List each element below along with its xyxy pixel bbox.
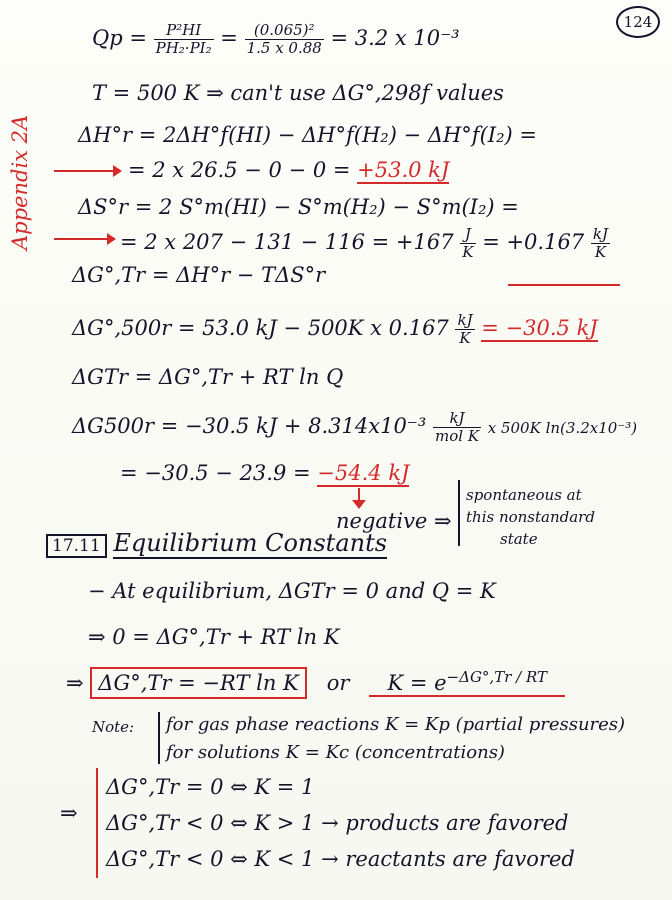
entropy-eq: = +0.167: [482, 230, 585, 254]
spontaneous-line-1: spontaneous at: [466, 486, 582, 504]
qp-frac1-den: PH₂·PI₂: [155, 39, 212, 57]
entropy-unit-den: K: [462, 243, 474, 261]
k-exponential: [369, 668, 565, 697]
gibbs-nonstd-calc-text: ΔG500r = −30.5 kJ + 8.314x10⁻³: [72, 414, 427, 438]
gibbs-definition: ΔG°,Tr = ΔH°r − TΔS°r: [72, 263, 326, 287]
qp-frac1-num: P²HI: [154, 22, 214, 40]
k-exponent: −ΔG°,Tr / RT: [446, 668, 547, 686]
gibbs-nonstandard-sum: [120, 460, 409, 486]
entropy-definition: ΔS°r = 2 S°m(HI) − S°m(H₂) − S°m(I₂) =: [78, 195, 519, 219]
appendix-side-note: Appendix 2A: [8, 114, 32, 250]
gibbs-500-calculation: [72, 312, 598, 347]
equilibrium-condition: − At equilibrium, ΔGTr = 0 and Q = K: [88, 579, 496, 603]
entropy-unit-num: J: [460, 226, 475, 244]
qp-lhs: Qp =: [92, 26, 147, 50]
enthalpy-result: +53.0 kJ: [357, 158, 450, 182]
enthalpy-calc-text: = 2 x 26.5 − 0 − 0 =: [128, 158, 351, 182]
k-base: K = e: [387, 671, 447, 695]
qp-fraction-1: [154, 22, 214, 57]
entropy-kunit-num: kJ: [592, 225, 608, 243]
cases-bracket: [96, 768, 98, 878]
gibbs-500-calc-text: ΔG°,500r = 53.0 kJ − 500K x 0.167: [72, 316, 449, 340]
note-label: Note:: [92, 718, 135, 736]
entropy-underline: [508, 284, 620, 286]
entropy-calc-text: = 2 x 207 − 131 − 116 = +167: [120, 230, 454, 254]
case-arrow: ⇒: [60, 801, 78, 825]
entropy-calculation: [120, 226, 610, 261]
gibbs-nonstandard-definition: ΔGTr = ΔG°,Tr + RT ln Q: [72, 365, 344, 389]
section-number: 17.11: [46, 534, 107, 558]
qp-fraction-2: [245, 22, 324, 57]
enthalpy-definition: ΔH°r = 2ΔH°f(HI) − ΔH°f(H₂) − ΔH°f(I₂) =: [78, 123, 537, 147]
gibbs-nonstd-unit: [433, 410, 481, 445]
temperature-line: T = 500 K ⇒ can't use ΔG°,298f values: [92, 81, 504, 105]
red-arrow-icon: [54, 238, 114, 240]
qp-frac2-den: 1.5 x 0.88: [246, 39, 322, 57]
qp-result: = 3.2 x 10⁻³: [330, 26, 460, 50]
case-products: ΔG°,Tr < 0 ⇔ K > 1 → products are favored: [106, 811, 569, 835]
note-bracket: [158, 712, 160, 764]
section-title: Equilibrium Constants: [113, 529, 388, 557]
gibbs-nonstandard-calculation: [72, 410, 637, 445]
negative-label: negative ⇒: [336, 509, 452, 533]
gibbs-nonstd-sum-text: = −30.5 − 23.9 =: [120, 461, 311, 485]
entropy-kunit: [591, 226, 610, 261]
qp-equation: Qp = $\frac{\text{P²HI}}{\text{PH₂·PI₂}}$ = $\frac{\text{(0.065)²}}{1.5 x 0.88}$ = 3.2 x 10⁻³: [92, 21, 460, 57]
gibbs-500-unit: [455, 312, 474, 347]
page-number: 124: [616, 6, 660, 38]
enthalpy-calculation: [128, 157, 449, 183]
spontaneous-bracket: [458, 480, 460, 546]
case-reactants: ΔG°,Tr < 0 ⇔ K < 1 → reactants are favored: [106, 847, 575, 871]
spontaneous-line-2: this nonstandard: [466, 508, 595, 526]
gibbs-nonstd-unit-num: kJ: [433, 410, 481, 428]
gibbs-500-unit-num: kJ: [457, 311, 473, 329]
gibbs-nonstd-tail: x 500K ln(3.2x10⁻³): [487, 419, 638, 437]
note-line-2: for solutions K = Kc (concentrations): [166, 742, 505, 763]
gibbs-500-result: = −30.5 kJ: [481, 316, 598, 340]
spontaneous-line-3: state: [500, 530, 538, 548]
red-arrow-icon: [54, 170, 120, 172]
qp-frac2-num: (0.065)²: [245, 22, 324, 40]
gibbs-nonstd-result: −54.4 kJ: [317, 461, 410, 485]
equilibrium-zero-equation: ⇒ 0 = ΔG°,Tr + RT ln K: [88, 625, 340, 649]
case-equal: ΔG°,Tr = 0 ⇔ K = 1: [106, 775, 315, 799]
implies-arrow: ⇒: [66, 671, 84, 695]
note-line-1: for gas phase reactions K = Kp (partial pressures): [166, 714, 626, 735]
boxed-equation: ΔG°,Tr = −RT ln K: [90, 667, 306, 699]
entropy-unit: [460, 226, 475, 261]
or-label: or: [326, 671, 350, 695]
section-heading: [46, 530, 387, 559]
equilibrium-result-line: [66, 664, 565, 696]
entropy-kunit-den: K: [594, 243, 607, 261]
gibbs-nonstd-unit-den: mol K: [435, 427, 480, 445]
gibbs-500-unit-den: K: [459, 329, 471, 347]
